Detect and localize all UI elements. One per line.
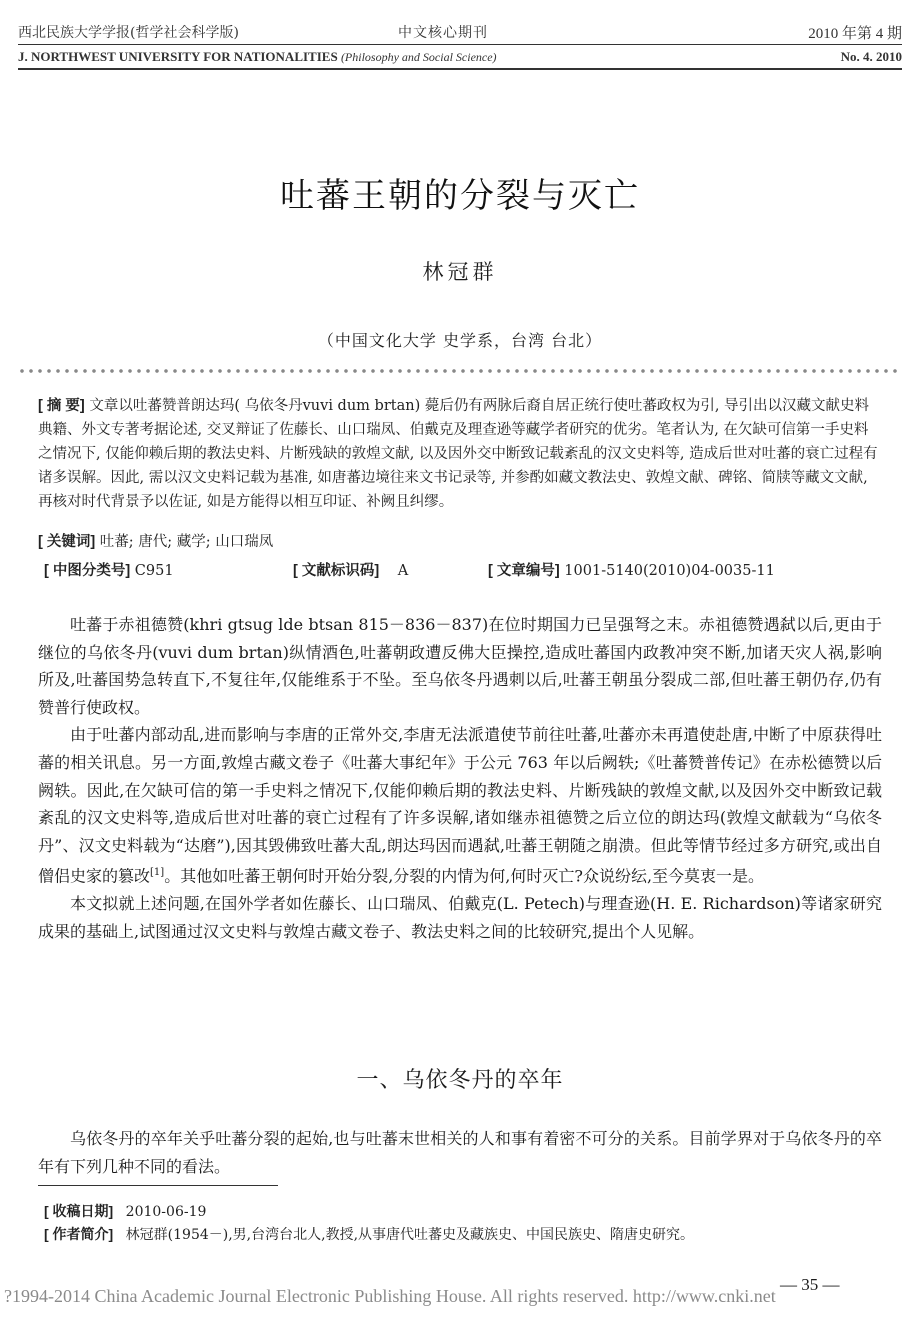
- journal-name-en: [18, 49, 497, 65]
- clc-label: [ 中图分类号]: [44, 563, 131, 579]
- keywords-line: [38, 530, 273, 551]
- affiliation: （中国文化大学 史学系，台湾 台北）: [317, 331, 603, 350]
- journal-name-cn: 西北民族大学学报(哲学社会科学版): [18, 25, 239, 41]
- doc-code-value: A: [397, 563, 409, 579]
- article-no-value: 1001-5140(2010)04-0035-11: [564, 563, 775, 579]
- copyright-notice: ?1994-2014 China Academic Journal Electronic Publishing House. All rights reserved. http://www.cnki.net: [4, 1286, 776, 1306]
- article-title: 吐蕃王朝的分裂与灭亡: [280, 176, 640, 216]
- issue-cn: 2010 年第 4 期: [808, 26, 902, 42]
- received-date-line: [44, 1201, 206, 1221]
- paragraph-2: [38, 721, 882, 890]
- author-name: 林冠群: [422, 260, 498, 284]
- paragraph-2-part-b: 。其他如吐蕃王朝何时开始分裂,分裂的内情为何,何时灭亡?众说纷纭,至今莫衷一是。: [164, 866, 765, 886]
- paragraph-1: 吐蕃于赤祖德赞(khri gtsug lde btsan 815－836－837)在位时期国力已呈强弩之末。赤祖德赞遇弑以后,更由于继位的乌依冬丹(vuvi dum brtan)纵情酒色,吐蕃朝政遭反佛大臣操控,造成吐蕃国内政教冲突不断,加诸天灾人祸,影响所及,吐蕃国势急转直下,不复往年,仅能维系于不坠。至乌依冬丹遇刺以后,吐蕃王朝虽分裂成二部,但吐蕃王朝仍存,仍有赞普行使政权。: [38, 615, 882, 717]
- paragraph-3: 本文拟就上述问题,在国外学者如佐藤长、山口瑞凤、伯戴克(L. Petech)与理查逊(H. E. Richardson)等诸家研究成果的基础上,试图通过汉文史料与敦煌古藏文卷子、教法史料之间的比较研究,提出个人见解。: [38, 894, 882, 941]
- article-no-line: [488, 559, 775, 580]
- abstract: [38, 394, 880, 514]
- journal-name-en-sub: (Philosophy and Social Science): [340, 50, 497, 64]
- article-no-label: [ 文章编号]: [488, 563, 560, 579]
- journal-name-en-main: J. NORTHWEST UNIVERSITY FOR NATIONALITIES: [18, 49, 338, 64]
- paragraph-2-part-a: 由于吐蕃内部动乱,进而影响与李唐的正常外交,李唐无法派遣使节前往吐蕃,吐蕃亦未再遣使赴唐,中断了中原获得吐蕃的相关讯息。另一方面,敦煌古藏文卷子《吐蕃大事纪年》于公元 763 年以后阙轶;《吐蕃赞普传记》在赤松德赞以后阙轶。因此,在欠缺可信的第一手史料之情况下,仅能仰赖后期的教法史料、片断残缺的敦煌文献,以及因外交中断致记载紊乱的汉文史料等,造成后世对吐蕃的衰亡过程有了许多误解,诸如继赤祖德赞之后立位的朗达玛(敦煌文献载为“乌依冬丹”、汉文史料载为“达磨”),因其毁佛致吐蕃大乱,朗达玛因而遇弑,吐蕃王朝随之崩溃。但此等情节经过多方研究,或出自僧侣史家的篡改: [38, 725, 882, 886]
- header-rule-top: [18, 44, 902, 45]
- citation-1[interactable]: [1]: [150, 867, 165, 879]
- keywords-value: 吐蕃; 唐代; 藏学; 山口瑞凤: [99, 534, 274, 550]
- footnote-rule: [38, 1185, 278, 1186]
- abstract-text: 文章以吐蕃赞普朗达玛( 乌依冬丹vuvi dum brtan) 薨后仍有两脉后裔自居正统行使吐蕃政权为引, 导引出以汉藏文献史料典籍、外文专著考据论述, 交叉辩证了佐藤长、山口瑞凤、伯戴克及理查逊等藏学者研究的优劣。笔者认为, 在欠缺可信第一手史料之情况下, 仅能仰赖后期的教法史料、片断残缺的敦煌文献, 以及因外交中断致记载紊乱的汉文史料等, 造成后世对吐蕃的衰亡过程有诸多误解。因此, 需以汉文史料记载为基准, 如唐蕃边境往来文书记录等, 并参酌如藏文教法史、敦煌文献、碑铭、简牍等藏文文献, 再核对时代背景予以佐证, 如是方能得以相互印证、补阙且纠缪。: [38, 398, 878, 510]
- author-bio-label: [ 作者简介]: [44, 1226, 114, 1242]
- body-section-1: [38, 1125, 882, 1180]
- author-bio-value: 林冠群(1954－),男,台湾台北人,教授,从事唐代吐蕃史及藏族史、中国民族史、隋唐史研究。: [125, 1227, 695, 1243]
- received-value: 2010-06-19: [125, 1204, 207, 1220]
- paragraph-4: 乌依冬丹的卒年关乎吐蕃分裂的起始,也与吐蕃末世相关的人和事有着密不可分的关系。目前学界对于乌依冬丹的卒年有下列几种不同的看法。: [38, 1129, 882, 1176]
- core-journal-label: 中文核心期刊: [398, 25, 488, 41]
- clc-value: C951: [134, 563, 174, 579]
- keywords-label: [ 关键词]: [38, 534, 96, 550]
- clc-line: [44, 559, 174, 580]
- doc-code-label: [ 文献标识码]: [293, 563, 380, 579]
- ornamental-divider-top: [18, 367, 902, 375]
- abstract-label: [ 摘 要]: [38, 398, 85, 414]
- header-rule-bottom: [18, 68, 902, 70]
- page-number: — 35 —: [780, 1275, 840, 1294]
- author-bio-line: [44, 1224, 694, 1244]
- issue-en: No. 4. 2010: [840, 49, 902, 64]
- section-heading-1: 一、乌依冬丹的卒年: [356, 1068, 564, 1093]
- doc-code-line: [293, 559, 408, 580]
- body-intro: [38, 611, 882, 945]
- received-label: [ 收稿日期]: [44, 1203, 114, 1219]
